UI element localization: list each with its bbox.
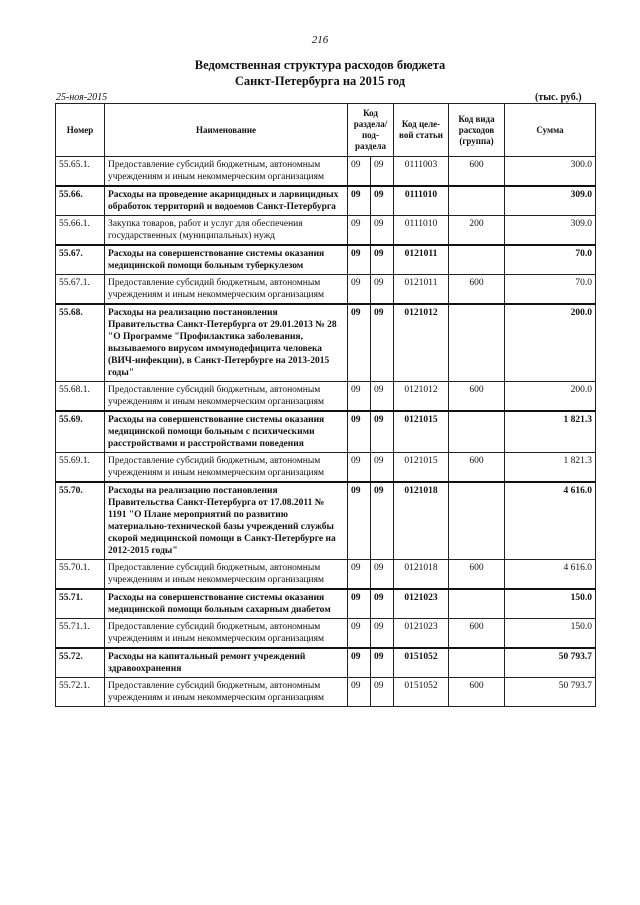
row-section: 09 — [348, 589, 371, 619]
row-amount: 50 793.7 — [505, 648, 596, 678]
table-row — [56, 304, 596, 382]
row-name: Предоставление субсидий бюджетным, автономным учреждениям и иным некоммерческим организациям — [105, 619, 348, 649]
document-date: 25-ноя-2015 — [56, 92, 108, 103]
row-target-code: 0121012 — [394, 382, 449, 412]
title-line-2: Санкт-Петербурга на 2015 год — [234, 74, 406, 88]
row-name: Расходы на совершенствование системы оказания медицинской помощи больным с психическими расстройствами и расстройствами поведения — [105, 411, 348, 453]
row-expense-type — [449, 186, 505, 216]
page-number: 216 — [311, 34, 329, 46]
table-row — [56, 482, 596, 560]
row-subsection: 09 — [371, 186, 394, 216]
row-subsection: 09 — [371, 245, 394, 275]
row-target-code: 0151052 — [394, 648, 449, 678]
row-number: 55.69.1. — [56, 453, 105, 483]
table-row — [56, 275, 596, 305]
table-row — [56, 453, 596, 483]
row-subsection: 09 — [371, 589, 394, 619]
row-name: Предоставление субсидий бюджетным, автономным учреждениям и иным некоммерческим организациям — [105, 560, 348, 590]
row-expense-type — [449, 648, 505, 678]
row-target-code: 0121015 — [394, 453, 449, 483]
table-row — [56, 411, 596, 453]
table-row — [56, 648, 596, 678]
row-subsection: 09 — [371, 411, 394, 453]
row-section: 09 — [348, 382, 371, 412]
row-name: Расходы на совершенствование системы оказания медицинской помощи больным туберкулезом — [105, 245, 348, 275]
row-section: 09 — [348, 157, 371, 187]
row-amount: 200.0 — [505, 304, 596, 382]
row-amount: 309.0 — [505, 186, 596, 216]
table-row — [56, 216, 596, 246]
table-row — [56, 678, 596, 707]
units-label: (тыс. руб.) — [535, 92, 582, 103]
row-section: 09 — [348, 678, 371, 707]
row-name: Предоставление субсидий бюджетным, автономным учреждениям и иным некоммерческим организациям — [105, 382, 348, 412]
row-section: 09 — [348, 453, 371, 483]
row-number: 55.72.1. — [56, 678, 105, 707]
row-expense-type: 600 — [449, 619, 505, 649]
row-target-code: 0121018 — [394, 560, 449, 590]
row-target-code: 0121023 — [394, 619, 449, 649]
row-amount: 200.0 — [505, 382, 596, 412]
table-row — [56, 186, 596, 216]
row-expense-type: 200 — [449, 216, 505, 246]
row-subsection: 09 — [371, 157, 394, 187]
table-row — [56, 619, 596, 649]
row-name: Закупка товаров, работ и услуг для обеспечения государственных (муниципальных) нужд — [105, 216, 348, 246]
header-section: Код раздела/ под- раздела — [348, 104, 394, 157]
row-number: 55.67. — [56, 245, 105, 275]
header-target: Код целе- вой статьи — [394, 104, 449, 157]
row-amount: 309.0 — [505, 216, 596, 246]
row-target-code: 0111010 — [394, 186, 449, 216]
table-row — [56, 560, 596, 590]
row-number: 55.69. — [56, 411, 105, 453]
row-target-code: 0121023 — [394, 589, 449, 619]
row-expense-type: 600 — [449, 560, 505, 590]
row-amount: 1 821.3 — [505, 453, 596, 483]
row-number: 55.66. — [56, 186, 105, 216]
row-subsection: 09 — [371, 648, 394, 678]
row-name: Расходы на проведение акарицидных и ларвицидных обработок территорий и водоемов Санкт-Петербурга — [105, 186, 348, 216]
row-amount: 4 616.0 — [505, 560, 596, 590]
row-section: 09 — [348, 482, 371, 560]
row-name: Предоставление субсидий бюджетным, автономным учреждениям и иным некоммерческим организациям — [105, 157, 348, 187]
row-section: 09 — [348, 411, 371, 453]
row-subsection: 09 — [371, 453, 394, 483]
row-amount: 70.0 — [505, 245, 596, 275]
row-subsection: 09 — [371, 482, 394, 560]
row-target-code: 0121011 — [394, 245, 449, 275]
row-subsection: 09 — [371, 619, 394, 649]
row-name: Предоставление субсидий бюджетным, автономным учреждениям и иным некоммерческим организациям — [105, 275, 348, 305]
header-name: Наименование — [105, 104, 348, 157]
row-expense-type — [449, 482, 505, 560]
row-section: 09 — [348, 619, 371, 649]
row-amount: 1 821.3 — [505, 411, 596, 453]
row-number: 55.67.1. — [56, 275, 105, 305]
row-target-code: 0111010 — [394, 216, 449, 246]
document-title — [0, 57, 640, 89]
row-section: 09 — [348, 245, 371, 275]
row-number: 55.71.1. — [56, 619, 105, 649]
row-target-code: 0111003 — [394, 157, 449, 187]
row-target-code: 0121018 — [394, 482, 449, 560]
table-body — [56, 157, 596, 707]
row-section: 09 — [348, 648, 371, 678]
row-section: 09 — [348, 275, 371, 305]
row-section: 09 — [348, 560, 371, 590]
row-expense-type: 600 — [449, 453, 505, 483]
row-number: 55.68. — [56, 304, 105, 382]
row-subsection: 09 — [371, 216, 394, 246]
header-number: Номер — [56, 104, 105, 157]
row-expense-type: 600 — [449, 678, 505, 707]
row-expense-type: 600 — [449, 157, 505, 187]
row-expense-type: 600 — [449, 382, 505, 412]
row-amount: 70.0 — [505, 275, 596, 305]
row-number: 55.68.1. — [56, 382, 105, 412]
budget-table — [55, 103, 596, 707]
row-target-code: 0121011 — [394, 275, 449, 305]
header-expense-type: Код вида расходов (группа) — [449, 104, 505, 157]
title-line-1: Ведомственная структура расходов бюджета — [194, 58, 446, 72]
row-subsection: 09 — [371, 275, 394, 305]
row-target-code: 0121012 — [394, 304, 449, 382]
row-target-code: 0151052 — [394, 678, 449, 707]
table-row — [56, 157, 596, 187]
row-number: 55.71. — [56, 589, 105, 619]
row-target-code: 0121015 — [394, 411, 449, 453]
row-name: Расходы на капитальный ремонт учреждений здравоохранения — [105, 648, 348, 678]
row-subsection: 09 — [371, 678, 394, 707]
row-expense-type — [449, 589, 505, 619]
header-amount: Сумма — [505, 104, 596, 157]
row-subsection: 09 — [371, 560, 394, 590]
row-number: 55.66.1. — [56, 216, 105, 246]
row-name: Расходы на реализацию постановления Правительства Санкт-Петербурга от 17.08.2011 № 1191 "О Плане мероприятий по развитию материально-технической базы учреждений службы скорой медицинской помощи в Санкт-Петербурге на 2012-2015 годы" — [105, 482, 348, 560]
row-section: 09 — [348, 216, 371, 246]
table-row — [56, 245, 596, 275]
row-amount: 150.0 — [505, 589, 596, 619]
row-name: Предоставление субсидий бюджетным, автономным учреждениям и иным некоммерческим организациям — [105, 453, 348, 483]
row-section: 09 — [348, 304, 371, 382]
row-number: 55.65.1. — [56, 157, 105, 187]
row-name: Предоставление субсидий бюджетным, автономным учреждениям и иным некоммерческим организациям — [105, 678, 348, 707]
row-name: Расходы на совершенствование системы оказания медицинской помощи больным сахарным диабетом — [105, 589, 348, 619]
row-amount: 300.0 — [505, 157, 596, 187]
row-expense-type — [449, 245, 505, 275]
table-header-row — [56, 104, 596, 157]
row-amount: 150.0 — [505, 619, 596, 649]
row-amount: 50 793.7 — [505, 678, 596, 707]
row-subsection: 09 — [371, 304, 394, 382]
row-expense-type: 600 — [449, 275, 505, 305]
row-number: 55.72. — [56, 648, 105, 678]
row-number: 55.70. — [56, 482, 105, 560]
row-expense-type — [449, 411, 505, 453]
row-subsection: 09 — [371, 382, 394, 412]
table-row — [56, 382, 596, 412]
row-section: 09 — [348, 186, 371, 216]
row-name: Расходы на реализацию постановления Правительства Санкт-Петербурга от 29.01.2013 № 28 "О Программе "Профилактика заболевания, вызываемого вирусом иммунодефицита человека (ВИЧ-инфекции), в Санкт-Петербурге на 2013-2015 годы" — [105, 304, 348, 382]
row-expense-type — [449, 304, 505, 382]
row-amount: 4 616.0 — [505, 482, 596, 560]
row-number: 55.70.1. — [56, 560, 105, 590]
table-row — [56, 589, 596, 619]
